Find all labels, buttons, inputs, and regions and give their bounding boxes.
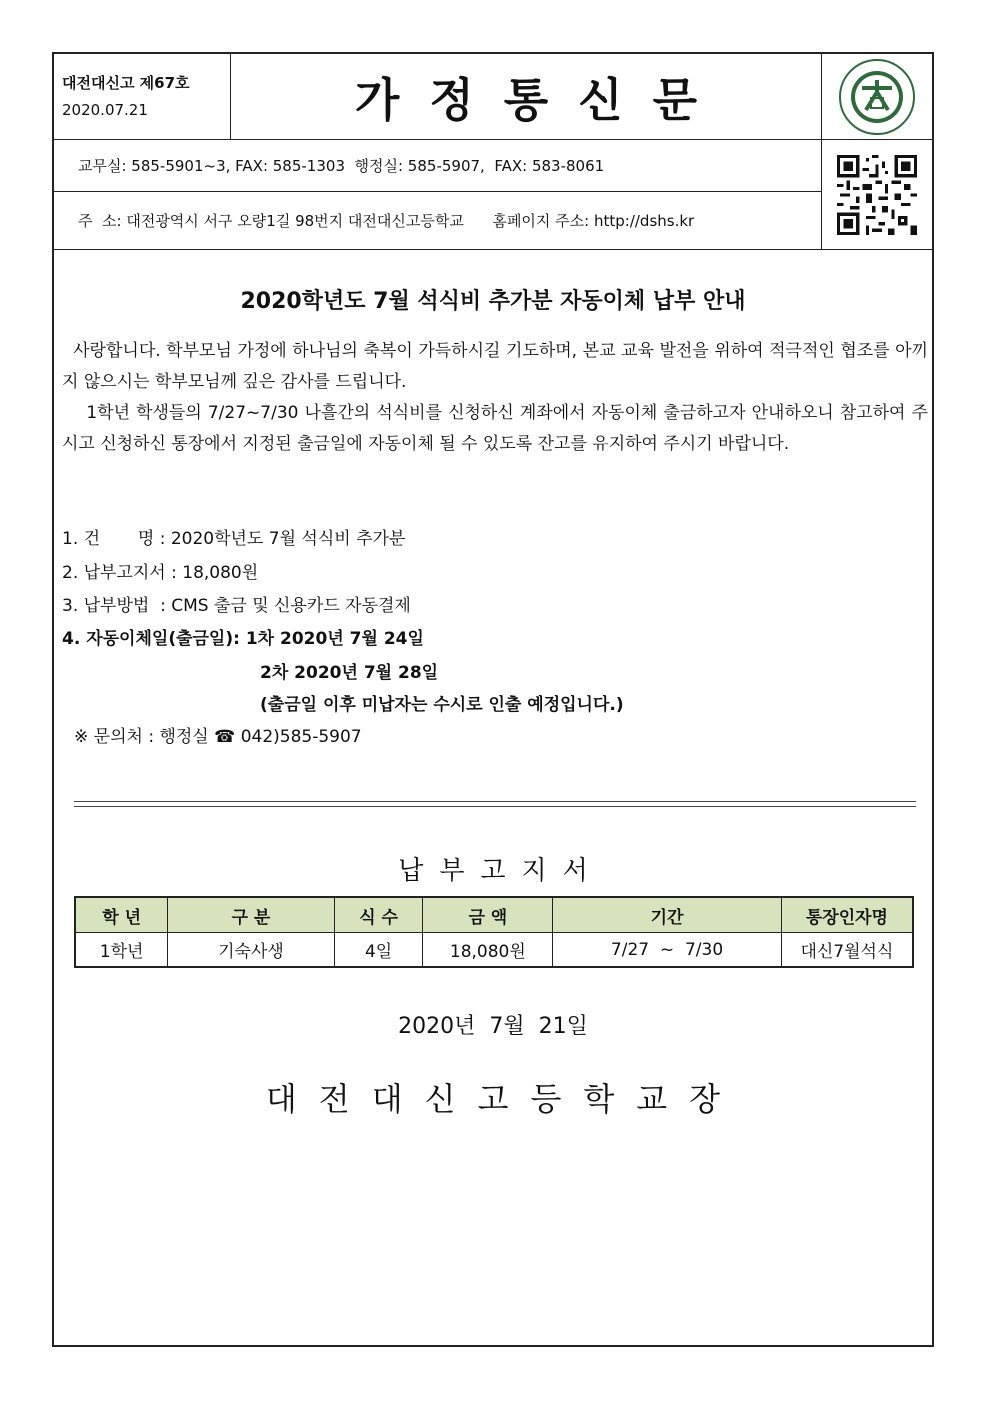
school-emblem-icon <box>821 54 932 140</box>
list-item: 4. 자동이체일(출금일): 1차 2020년 7월 24일 <box>62 629 424 649</box>
table-row <box>75 933 913 968</box>
table-cell: 18,080원 <box>423 933 553 968</box>
greeting-text: 사랑합니다. 학부모님 가정에 하나님의 축복이 가득하시길 기도하며, 본교 교육 발전을 위하여 적극적인 협조를 아끼지 않으시는 학부모님께 깊은 감사를 드립니다. <box>62 341 929 392</box>
column-header: 식 수 <box>334 897 423 933</box>
table-cell: 4일 <box>334 933 423 968</box>
inquiry-note: ※ 문의처 : 행정실 ☎ 042)585-5907 <box>74 727 362 747</box>
signer-name: 대전대신고등학교장 <box>265 1080 743 1118</box>
table-cell: 7/27 ~ 7/30 <box>553 933 782 968</box>
header-divider <box>54 249 932 250</box>
table-cell: 1학년 <box>75 933 168 968</box>
list-item: 1. 건 명 : 2020학년도 7월 석식비 추가분 <box>62 529 406 549</box>
column-header: 기간 <box>553 897 782 933</box>
double-divider <box>74 801 916 807</box>
table-header-row <box>75 897 913 933</box>
notice-title: 2020학년도 7월 석식비 추가분 자동이체 납부 안내 <box>240 289 746 314</box>
issue-date-footer: 2020년 7월 21일 <box>398 1014 588 1039</box>
greeting-paragraph <box>62 336 928 398</box>
table-cell: 대신7월석식 <box>781 933 913 968</box>
column-header: 학 년 <box>75 897 168 933</box>
list-item: 2차 2020년 7월 28일 <box>260 663 439 683</box>
column-header: 금 액 <box>423 897 553 933</box>
table-cell: 기숙사생 <box>168 933 334 968</box>
notice-text: 1학년 학생들의 7/27~7/30 나흘간의 석식비를 신청하신 계좌에서 자동이체 출금하고자 안내하오니 참고하여 주시고 신청하신 통장에서 지정된 출금일에 자동이체 될 수 있도록 잔고를 유지하여 주시기 바랍니다. <box>62 403 928 454</box>
list-item: 3. 납부방법 : CMS 출금 및 신용카드 자동결제 <box>62 596 411 616</box>
document-frame <box>52 52 934 1347</box>
issue-date: 2020.07.21 <box>62 101 148 119</box>
page-title: 가정통신문 <box>231 54 821 140</box>
issue-number: 대전대신고 제67호 <box>62 74 190 92</box>
bill-title: 납부고지서 <box>398 856 604 886</box>
address-line: 주 소: 대전광역시 서구 오량1길 98번지 대전대신고등학교 홈페이지 주소: http://dshs.kr <box>78 212 695 230</box>
column-header: 통장인자명 <box>781 897 913 933</box>
qr-code-icon <box>821 140 932 249</box>
list-item: (출금일 이후 미납자는 수시로 인출 예정입니다.) <box>260 695 624 715</box>
letterhead <box>54 54 932 249</box>
issue-info <box>54 54 231 140</box>
column-header: 구 분 <box>168 897 334 933</box>
list-item: 2. 납부고지서 : 18,080원 <box>62 563 259 583</box>
bill-table <box>74 896 914 968</box>
notice-paragraph <box>62 398 928 460</box>
contact-line: 교무실: 585-5901~3, FAX: 585-1303 행정실: 585-5907, FAX: 583-8061 <box>54 140 821 192</box>
